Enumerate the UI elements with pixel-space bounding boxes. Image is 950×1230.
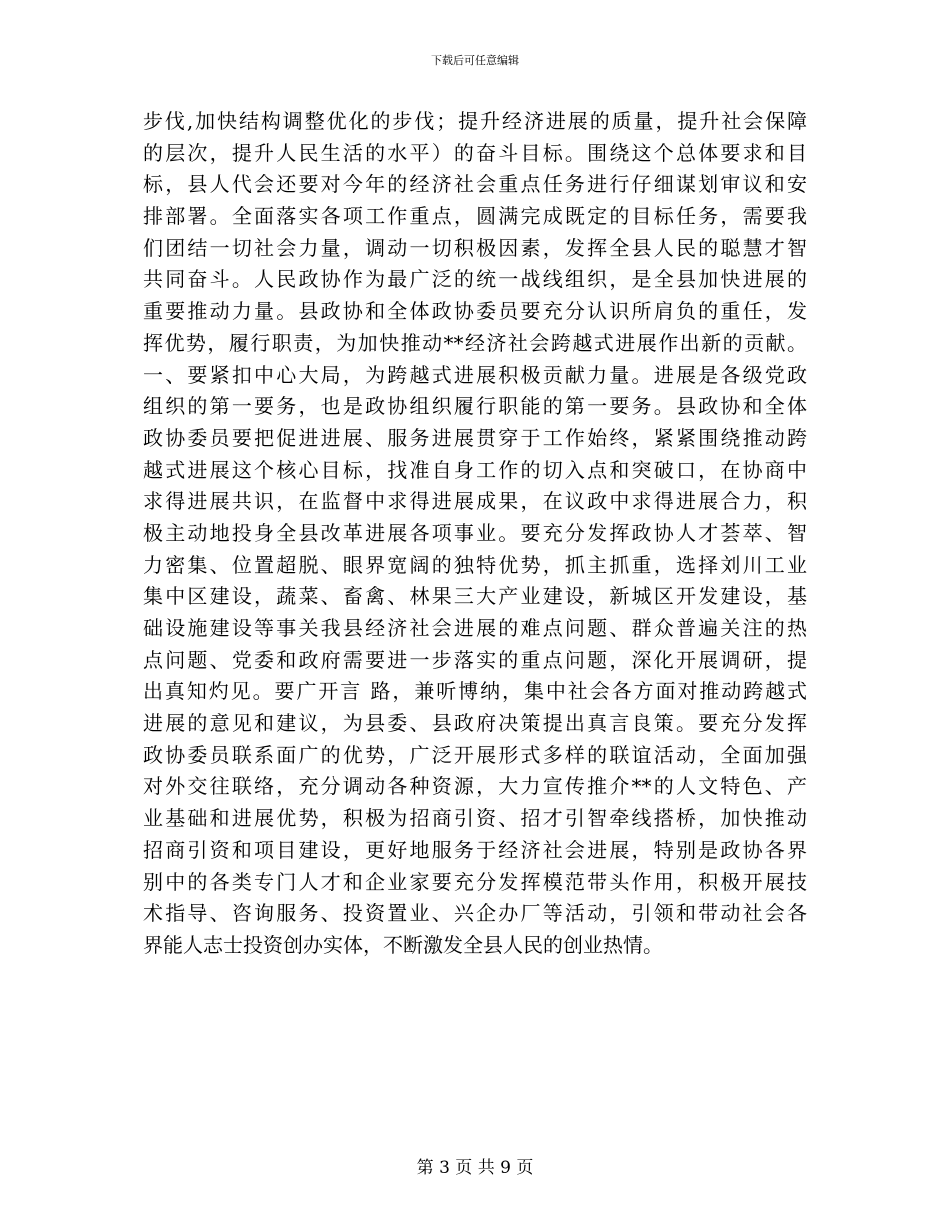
body-line: 标，县人代会还要对今年的经济社会重点任务进行仔细谋划审议和安 — [143, 172, 807, 197]
body-line: 步伐,加快结构调整优化的步伐；提升经济进展的质量，提升社会保障 — [143, 109, 807, 133]
body-line: 术指导、咨询服务、投资置业、兴企办厂等活动，引领和带动社会各 — [143, 901, 807, 926]
page-header-note: 下载后可任意编辑 — [431, 54, 519, 67]
body-line: 重要推动力量。县政协和全体政协委员要充分认识所肩负的重任，发 — [143, 299, 807, 324]
body-line: 的层次，提升人民生活的水平）的奋斗目标。围绕这个总体要求和目 — [143, 140, 807, 165]
body-line: 集中区建设，蔬菜、畜禽、林果三大产业建设，新城区开发建设，基 — [143, 584, 807, 609]
body-line-last: 界能人志士投资创办实体，不断激发全县人民的创业热情。 — [143, 932, 663, 957]
body-line: 别中的各类专门人才和企业家要充分发挥模范带头作用，积极开展技 — [143, 869, 807, 894]
body-line: 政协委员联系面广的优势，广泛开展形式多样的联谊活动，全面加强 — [143, 742, 807, 767]
body-line: 组织的第一要务，也是政协组织履行职能的第一要务。县政协和全体 — [143, 394, 807, 419]
body-line: 出真知灼见。要广开言 路，兼听博纳，集中社会各方面对推动跨越式 — [143, 679, 807, 704]
body-line: 排部署。全面落实各项工作重点，圆满完成既定的目标任务，需要我 — [143, 204, 807, 229]
body-line: 极主动地投身全县改革进展各项事业。要充分发挥政协人才荟萃、智 — [143, 520, 807, 545]
body-line: 挥优势，履行职责，为加快推动**经济社会跨越式进展作出新的贡献。 — [143, 330, 807, 355]
body-line: 共同奋斗。人民政协作为最广泛的统一战线组织，是全县加快进展的 — [143, 267, 807, 292]
document-body — [143, 106, 807, 962]
body-line: 点问题、党委和政府需要进一步落实的重点问题，深化开展调研，提 — [143, 647, 807, 672]
body-line: 力密集、位置超脱、眼界宽阔的独特优势，抓主抓重，选择刘川工业 — [143, 552, 807, 577]
page-number: 第 3 页 共 9 页 — [416, 1158, 534, 1178]
body-line: 对外交往联络，充分调动各种资源，大力宣传推介**的人文特色、产 — [143, 774, 807, 799]
body-line: 进展的意见和建议，为县委、县政府决策提出真言良策。要充分发挥 — [143, 711, 807, 736]
body-line: 求得进展共识，在监督中求得进展成果，在议政中求得进展合力，积 — [143, 489, 807, 514]
body-line: 们团结一切社会力量，调动一切积极因素，发挥全县人民的聪慧才智 — [143, 235, 807, 260]
body-line: 业基础和进展优势，积极为招商引资、招才引智牵线搭桥，加快推动 — [143, 806, 807, 831]
body-line: 招商引资和项目建设，更好地服务于经济社会进展，特别是政协各界 — [143, 837, 807, 862]
body-line: 越式进展这个核心目标，找准自身工作的切入点和突破口，在协商中 — [143, 457, 807, 482]
body-line: 一、要紧扣中心大局，为跨越式进展积极贡献力量。进展是各级党政 — [143, 362, 807, 387]
body-line: 政协委员要把促进进展、服务进展贯穿于工作始终，紧紧围绕推动跨 — [143, 425, 807, 450]
body-line: 础设施建设等事关我县经济社会进展的难点问题、群众普遍关注的热 — [143, 616, 807, 640]
